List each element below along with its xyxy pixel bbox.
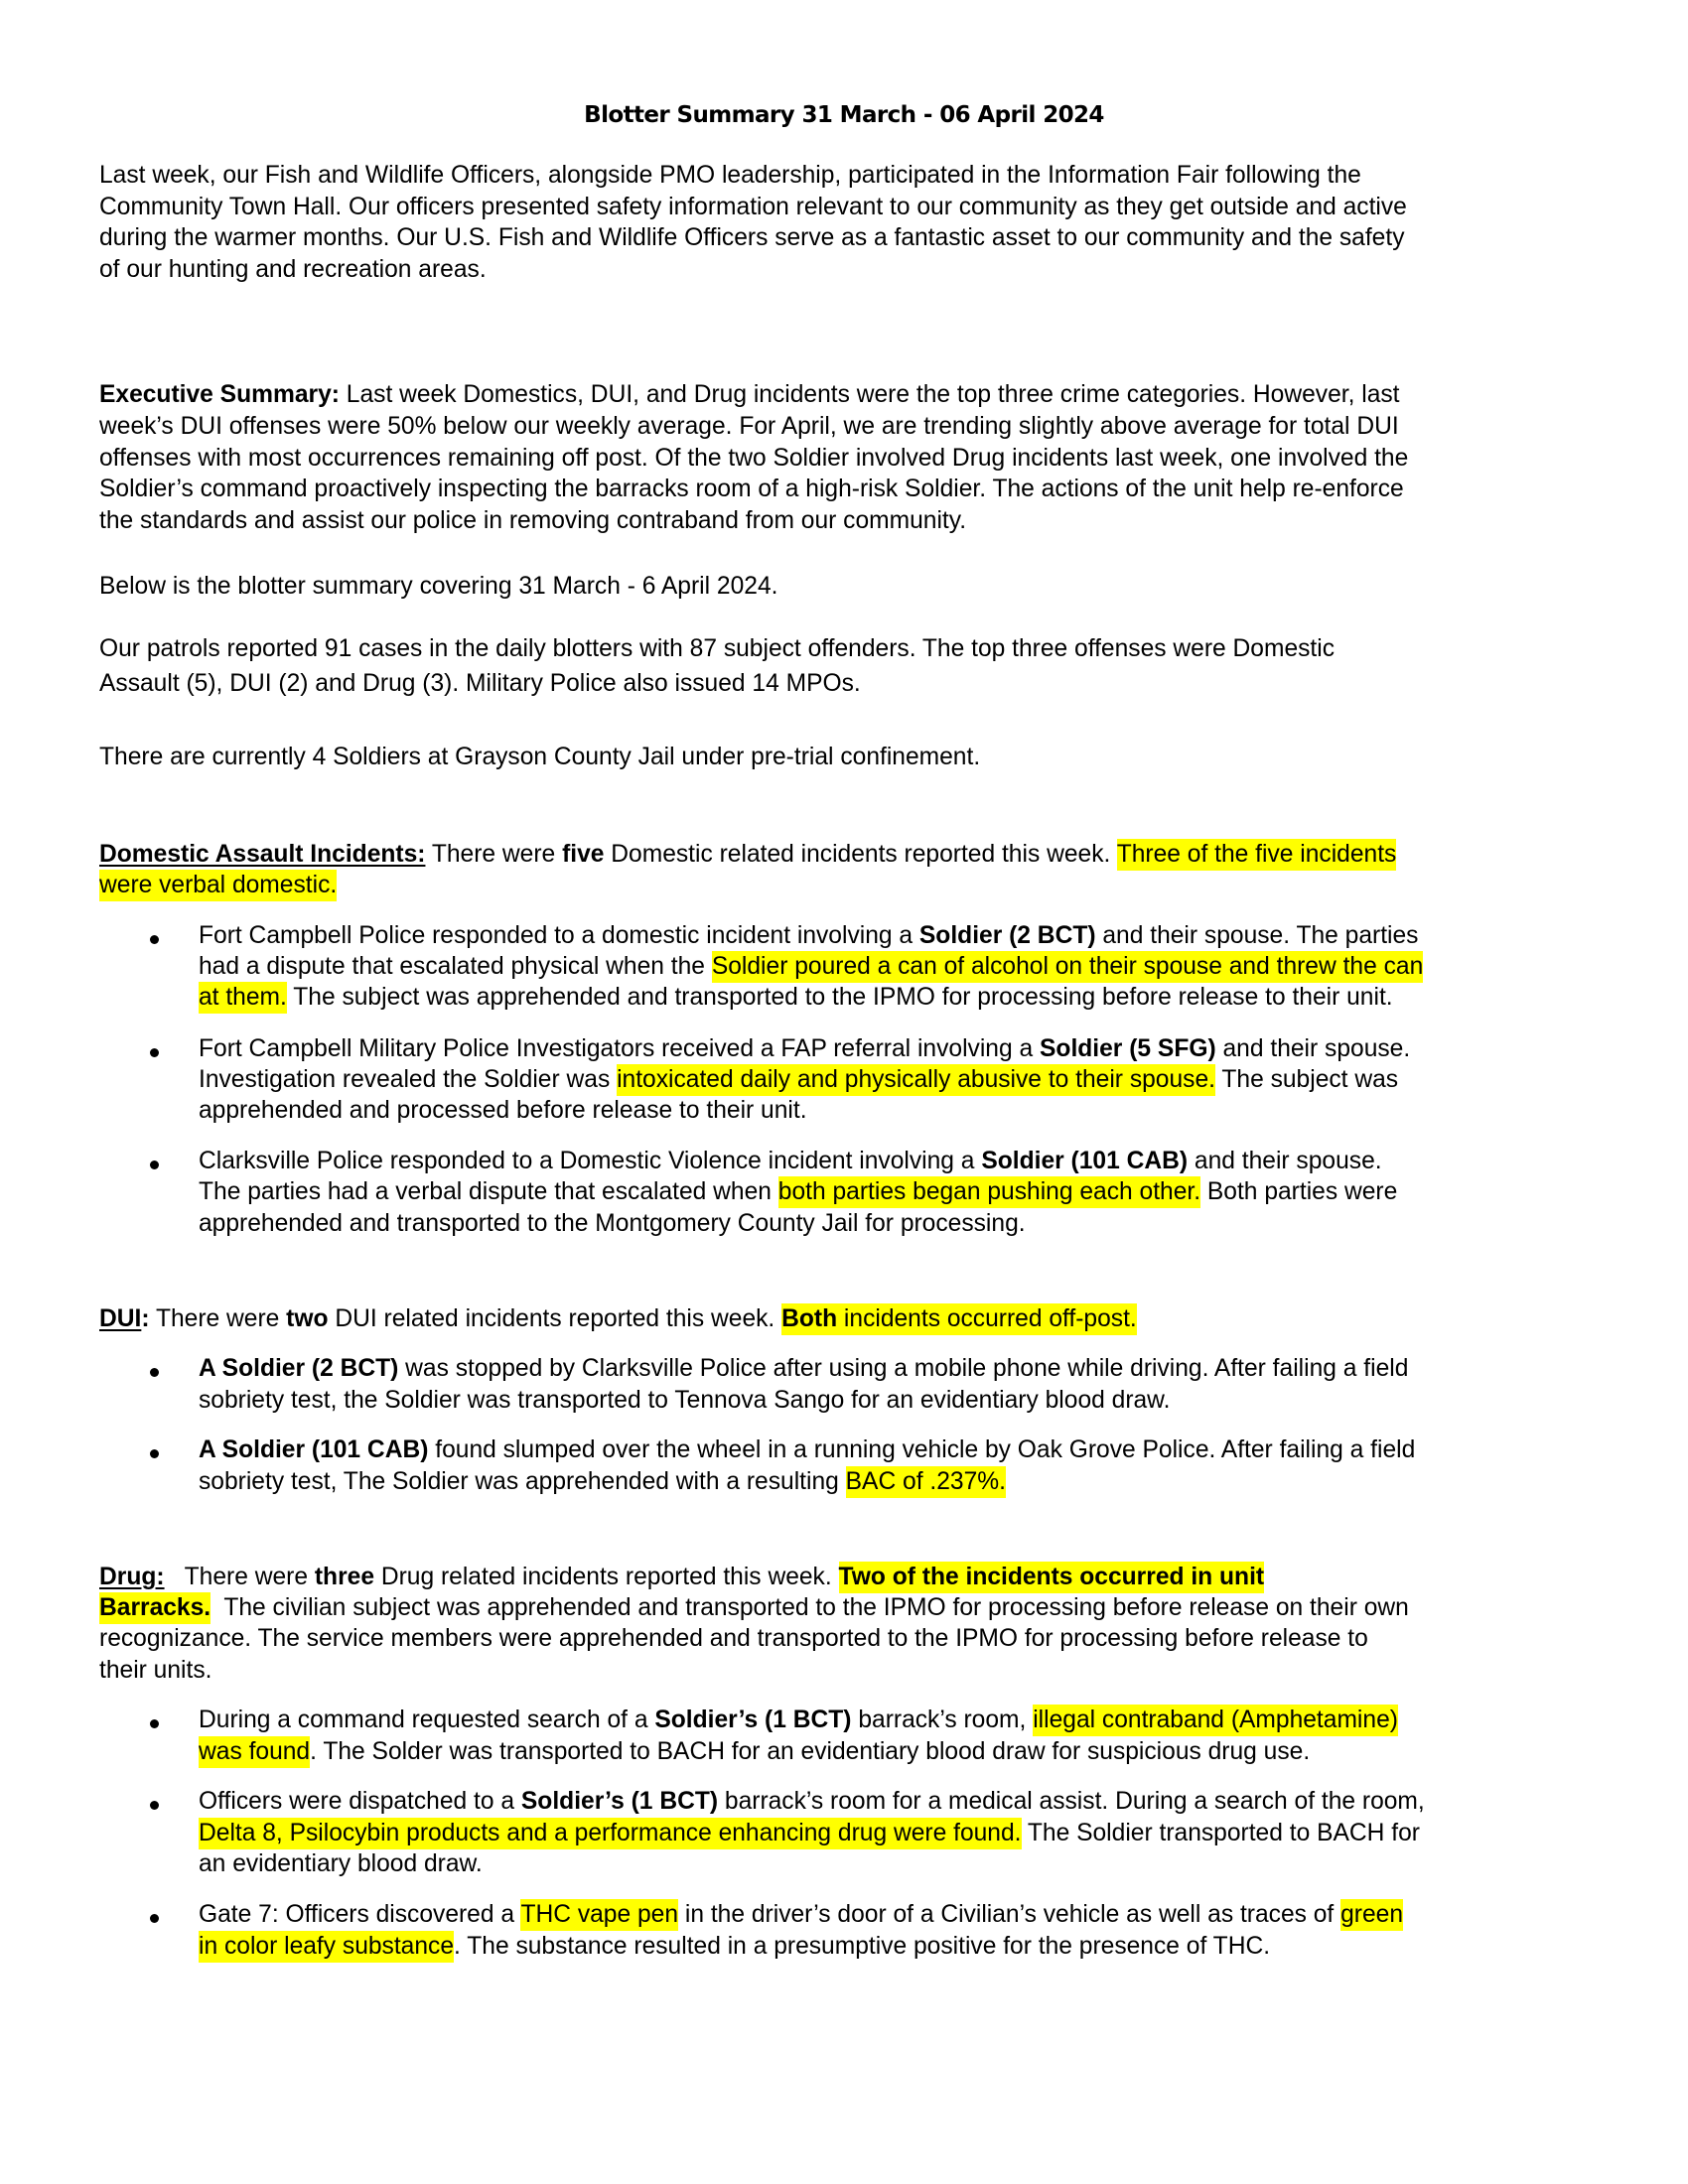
item-text: and their spouse. The parties bbox=[1095, 922, 1419, 949]
unit-name: Soldier’s (1 BCT) bbox=[520, 1788, 719, 1815]
intro-line: of our hunting and recreation areas. bbox=[99, 256, 487, 283]
section-text: their units. bbox=[99, 1657, 212, 1684]
item-text: Fort Campbell Police responded to a domestic incident involving a bbox=[199, 922, 919, 949]
item-text: During a command requested search of a bbox=[199, 1706, 655, 1733]
patrols-text: Assault (5), DUI (2) and Drug (3). Military Police also issued 14 MPOs. bbox=[99, 670, 861, 697]
highlighted-text: Soldier poured a can of alcohol on their spouse and threw the can bbox=[712, 951, 1423, 983]
item-text: apprehended and processed before release to their unit. bbox=[199, 1097, 807, 1124]
bullet-icon bbox=[150, 1719, 159, 1728]
item-text: . The Solder was transported to BACH for an evidentiary blood draw for suspicious drug use. bbox=[310, 1738, 1311, 1765]
item-text: Clarksville Police responded to a Domestic Violence incident involving a bbox=[199, 1148, 982, 1174]
unit-name: Soldier (2 BCT) bbox=[918, 922, 1096, 949]
bullet-icon bbox=[150, 1449, 159, 1458]
highlighted-text: intoxicated daily and physically abusive to their spouse. bbox=[617, 1064, 1215, 1096]
heading-colon: : bbox=[141, 1305, 150, 1332]
item-text: and their spouse. bbox=[1215, 1035, 1411, 1062]
highlighted-text: illegal contraband (Amphetamine) bbox=[1033, 1705, 1398, 1736]
coverage-statement: Below is the blotter summary covering 31 March - 6 April 2024. bbox=[99, 573, 778, 600]
item-text: was stopped by Clarksville Police after using a mobile phone while driving. After failing a field bbox=[398, 1355, 1409, 1382]
highlighted-text bbox=[781, 1303, 1137, 1335]
item-text: in the driver’s door of a Civilian’s vehicle as well as traces of bbox=[678, 1901, 1341, 1928]
item-text: The Soldier transported to BACH for bbox=[1021, 1820, 1420, 1846]
intro-line: Community Town Hall. Our officers presented safety information relevant to our community as they get outside and active bbox=[99, 194, 1407, 220]
highlighted-text: were verbal domestic. bbox=[99, 870, 337, 901]
section-text: Drug related incidents reported this week. bbox=[374, 1564, 839, 1590]
item-text: The subject was bbox=[1214, 1066, 1399, 1093]
executive-summary-label: Executive Summary: bbox=[99, 381, 340, 408]
item-text: Gate 7: Officers discovered a bbox=[199, 1901, 521, 1928]
item-text: sobriety test, The Soldier was apprehended with a resulting bbox=[199, 1468, 846, 1495]
executive-summary-text: Soldier’s command proactively inspecting the barracks room of a high-risk Soldier. The actions of the unit help re-enforce bbox=[99, 476, 1404, 502]
document-title: Blotter Summary 31 March - 06 April 2024 bbox=[584, 102, 1104, 128]
highlighted-text: Barracks. bbox=[99, 1592, 211, 1624]
highlighted-text: BAC of .237%. bbox=[846, 1466, 1006, 1498]
section-text: There were bbox=[149, 1305, 287, 1332]
highlighted-text: green bbox=[1340, 1899, 1403, 1931]
executive-summary-text: week’s DUI offenses were 50% below our weekly average. For April, we are trending slightly above average for total DUI bbox=[99, 413, 1399, 440]
item-text: an evidentiary blood draw. bbox=[199, 1850, 483, 1877]
item-text: . The substance resulted in a presumptive positive for the presence of THC. bbox=[454, 1933, 1271, 1960]
item-text: The parties had a verbal dispute that escalated when bbox=[199, 1178, 778, 1205]
bullet-icon bbox=[150, 1368, 159, 1377]
item-text: found slumped over the wheel in a running vehicle by Oak Grove Police. After failing a field bbox=[428, 1436, 1416, 1463]
highlighted-rest: incidents occurred off-post. bbox=[837, 1305, 1137, 1332]
unit-name: Soldier (5 SFG) bbox=[1040, 1035, 1216, 1062]
patrols-text: Our patrols reported 91 cases in the daily blotters with 87 subject offenders. The top three offenses were Domestic bbox=[99, 635, 1336, 662]
item-text: Both parties were bbox=[1200, 1178, 1398, 1205]
item-text: apprehended and transported to the Montgomery County Jail for processing. bbox=[199, 1210, 1026, 1237]
intro-line: Last week, our Fish and Wildlife Officers, alongside PMO leadership, participated in the Information Fair following the bbox=[99, 162, 1361, 189]
highlighted-text: Three of the five incidents bbox=[1117, 839, 1397, 871]
intro-line: during the warmer months. Our U.S. Fish and Wildlife Officers serve as a fantastic asset to our community and the safety bbox=[99, 224, 1405, 251]
item-text: The subject was apprehended and transported to the IPMO for processing before release to their unit. bbox=[286, 984, 1393, 1011]
bullet-icon bbox=[150, 935, 159, 944]
executive-summary-text: the standards and assist our police in removing contraband from our community. bbox=[99, 507, 967, 534]
item-text: Fort Campbell Military Police Investigators received a FAP referral involving a bbox=[199, 1035, 1041, 1062]
jail-statement: There are currently 4 Soldiers at Grayson County Jail under pre-trial confinement. bbox=[99, 744, 981, 770]
incident-count: three bbox=[314, 1564, 374, 1590]
section-text: Domestic related incidents reported this week. bbox=[604, 841, 1117, 868]
highlighted-text: Two of the incidents occurred in unit bbox=[839, 1562, 1265, 1593]
item-text: barrack’s room for a medical assist. During a search of the room, bbox=[718, 1788, 1425, 1815]
highlighted-text: THC vape pen bbox=[520, 1899, 678, 1931]
item-text: and their spouse. bbox=[1188, 1148, 1382, 1174]
executive-summary-text: Last week Domestics, DUI, and Drug incidents were the top three crime categories. However, last bbox=[339, 381, 1400, 408]
highlighted-text: Delta 8, Psilocybin products and a performance enhancing drug were found. bbox=[199, 1818, 1022, 1849]
highlighted-text: was found bbox=[199, 1736, 310, 1768]
unit-name: A Soldier (101 CAB) bbox=[199, 1436, 429, 1463]
item-text: Investigation revealed the Soldier was bbox=[199, 1066, 618, 1093]
item-text: sobriety test, the Soldier was transported to Tennova Sango for an evidentiary blood draw. bbox=[199, 1387, 1171, 1414]
section-text: recognizance. The service members were apprehended and transported to the IPMO for processing before release to bbox=[99, 1625, 1368, 1652]
bullet-icon bbox=[150, 1160, 159, 1169]
highlighted-text: in color leafy substance bbox=[199, 1931, 454, 1963]
incident-count: five bbox=[562, 841, 605, 868]
item-text: barrack’s room, bbox=[851, 1706, 1034, 1733]
bullet-icon bbox=[150, 1048, 159, 1057]
bullet-icon bbox=[150, 1801, 159, 1810]
highlighted-text: both parties began pushing each other. bbox=[778, 1176, 1200, 1208]
section-text: DUI related incidents reported this week. bbox=[328, 1305, 782, 1332]
unit-name: A Soldier (2 BCT) bbox=[199, 1355, 399, 1382]
highlighted-text: at them. bbox=[199, 982, 287, 1014]
highlighted-bold: Both bbox=[781, 1305, 838, 1332]
executive-summary-text: offenses with most occurrences remaining off post. Of the two Soldier involved Drug incidents last week, one involved the bbox=[99, 445, 1409, 472]
item-text: Officers were dispatched to a bbox=[199, 1788, 521, 1815]
item-text: had a dispute that escalated physical when the bbox=[199, 953, 712, 980]
unit-name: Soldier’s (1 BCT) bbox=[654, 1706, 852, 1733]
section-text: The civilian subject was apprehended and transported to the IPMO for processing before release on their own bbox=[211, 1594, 1409, 1621]
incident-count: two bbox=[286, 1305, 329, 1332]
bullet-icon bbox=[150, 1914, 159, 1923]
drug-section-heading: Drug: bbox=[99, 1564, 165, 1590]
unit-name: Soldier (101 CAB) bbox=[981, 1148, 1189, 1174]
dui-section-heading: DUI bbox=[99, 1305, 142, 1332]
section-text: There were bbox=[425, 841, 563, 868]
section-text: There were bbox=[164, 1564, 315, 1590]
domestic-section-heading: Domestic Assault Incidents: bbox=[99, 841, 426, 868]
